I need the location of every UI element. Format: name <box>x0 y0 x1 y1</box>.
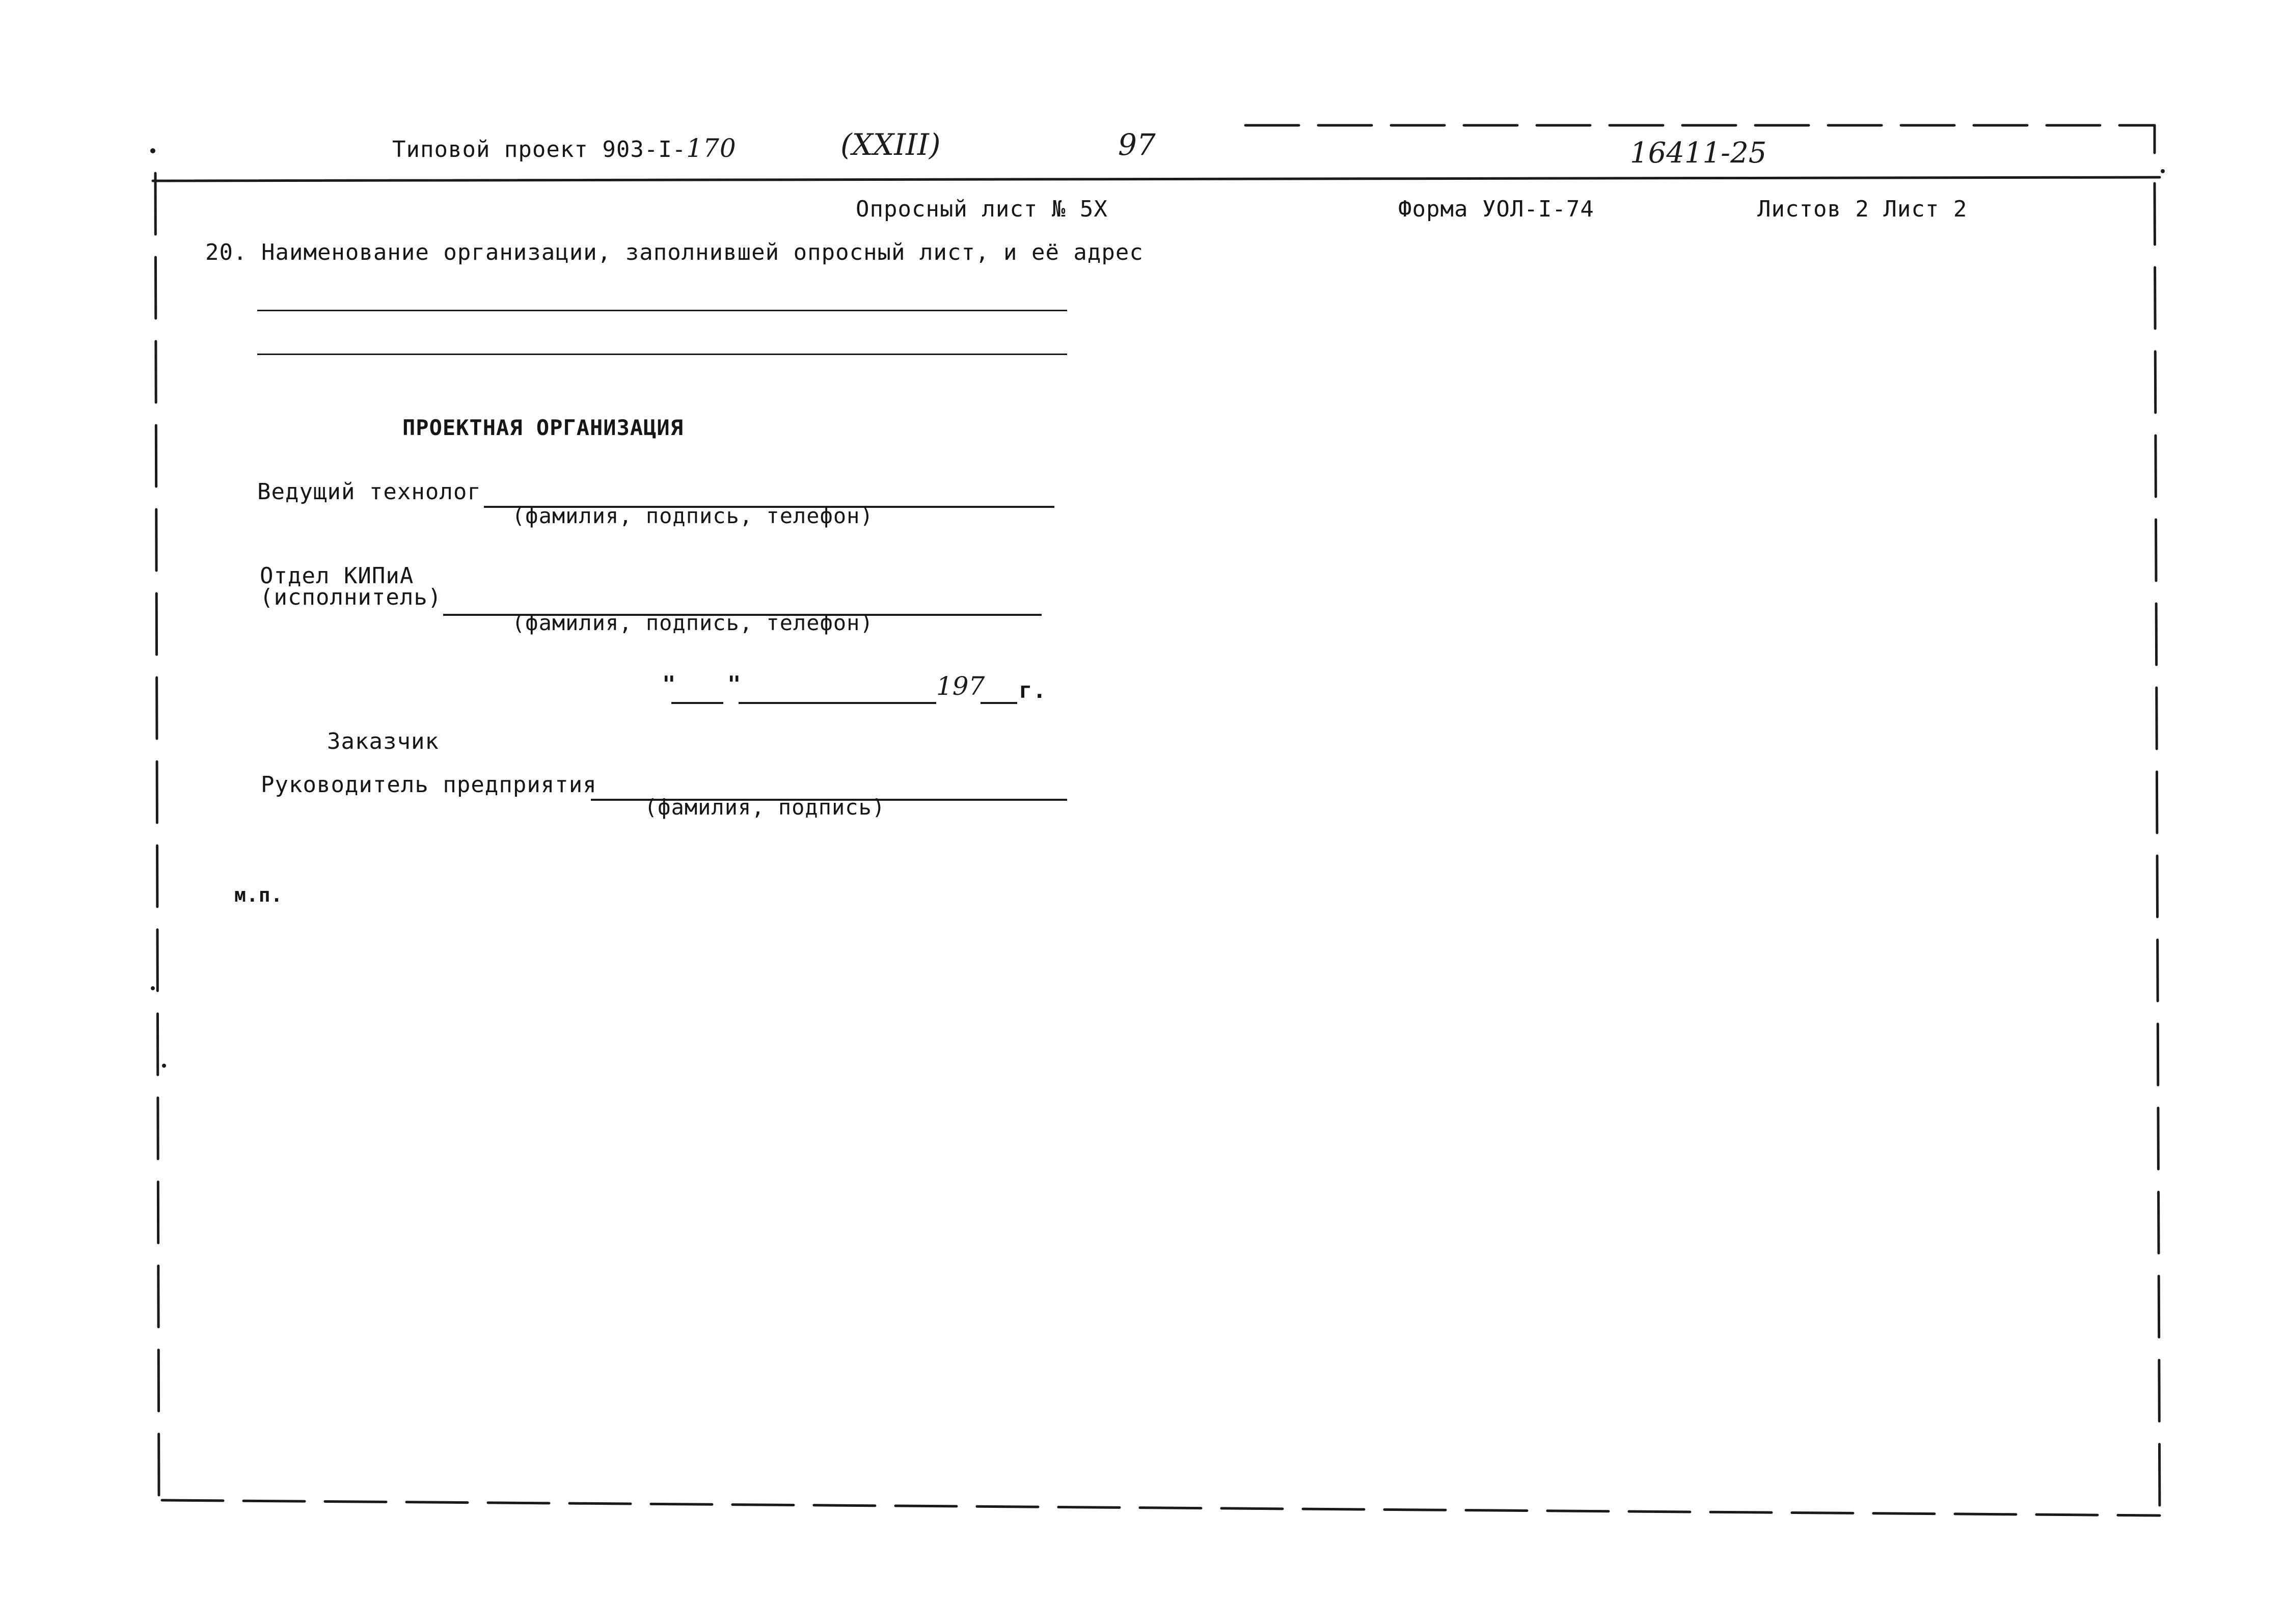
date-day-line[interactable] <box>671 702 723 704</box>
dept-label-line-1: Отдел КИПиА <box>260 563 414 589</box>
org-name-line-2[interactable] <box>257 354 1067 355</box>
project-org-title: ПРОЕКТНАЯ ОРГАНИЗАЦИЯ <box>402 415 684 440</box>
item-20-number: 20. <box>205 239 248 265</box>
enterprise-head-hint: (фамилия, подпись) <box>644 795 886 820</box>
roman-mark: (XXIII) <box>840 127 941 162</box>
dept-label-line-2: (исполнитель) <box>260 584 442 610</box>
item-20-text: Наименование организации, заполнившей опросный лист, и её адрес <box>261 239 1144 265</box>
item-20 <box>205 239 1144 265</box>
date-open-quote: " <box>662 671 676 697</box>
lead-technologist-hint: (фамилия, подпись, телефон) <box>512 503 874 528</box>
sheet-count: Листов 2 Лист 2 <box>1757 196 1968 222</box>
dept-hint: (фамилия, подпись, телефон) <box>512 610 874 635</box>
date-close-quote: " <box>727 671 742 697</box>
project-label-text: Типовой проект 903-I- <box>392 137 687 163</box>
date-month-line[interactable] <box>739 702 936 704</box>
project-label <box>392 133 737 163</box>
stamp-place: м.п. <box>234 884 283 906</box>
page-number: 97 <box>1118 127 1156 162</box>
org-name-line-1[interactable] <box>257 310 1067 311</box>
date-year-suffix: г. <box>1019 678 1047 703</box>
customer-title: Заказчик <box>327 728 439 754</box>
archive-number: 16411-25 <box>1630 137 1767 170</box>
dept-label <box>260 565 442 608</box>
lead-technologist-label: Ведущий технолог <box>257 479 481 505</box>
date-year-line[interactable] <box>981 702 1017 704</box>
sheet-name: Опросный лист № 5Х <box>856 196 1108 222</box>
form-code: Форма УОЛ-I-74 <box>1398 196 1594 222</box>
date-year-prefix: 197 <box>936 671 985 701</box>
enterprise-head-label: Руководитель предприятия <box>261 772 597 798</box>
project-handwritten-number: 170 <box>686 133 737 163</box>
